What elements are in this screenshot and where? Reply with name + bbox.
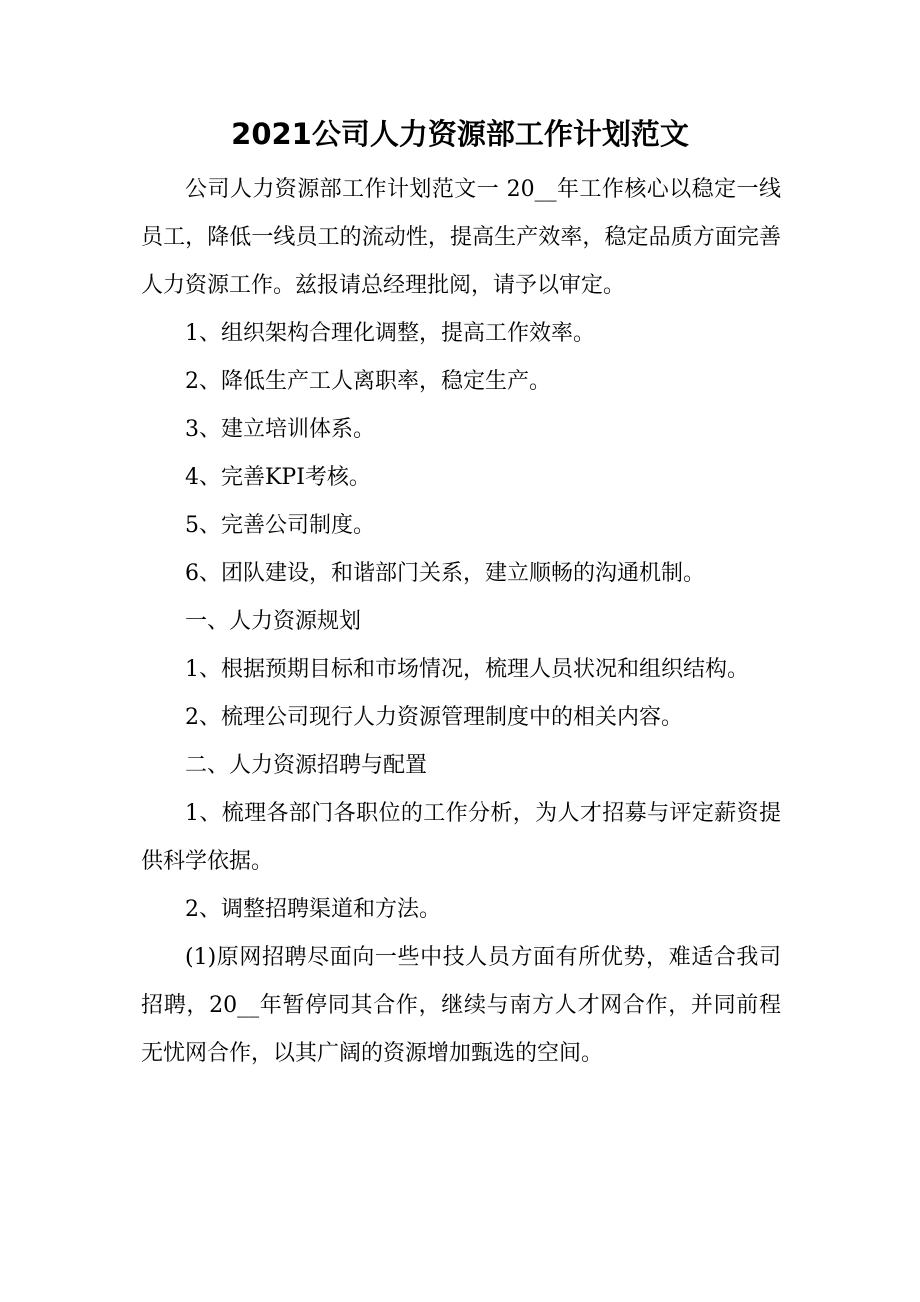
section-heading-planning: 一、人力资源规划 bbox=[185, 609, 362, 634]
paragraph-goal-3: 3、建立培训体系。 bbox=[185, 417, 375, 442]
paragraph-intro: 公司人力资源部工作计划范文一 20__年工作核心以稳定一线员工，降低一线员工的流动性，提高生产效率，稳定品质方面完善人力资源工作。兹报请总经理批阅，请予以审定。 bbox=[141, 177, 781, 298]
document-title: 2021公司人力资源部工作计划范文 bbox=[231, 117, 689, 151]
paragraph-goal-6: 6、团队建设，和谐部门关系，建立顺畅的沟通机制。 bbox=[185, 561, 705, 586]
paragraph-goal-1: 1、组织架构合理化调整，提高工作效率。 bbox=[185, 321, 595, 346]
document-body bbox=[141, 166, 781, 1078]
paragraph-goal-2: 2、降低生产工人离职率，稳定生产。 bbox=[185, 369, 551, 394]
paragraph-planning-2: 2、梳理公司现行人力资源管理制度中的相关内容。 bbox=[185, 705, 683, 730]
paragraph-goal-5: 5、完善公司制度。 bbox=[185, 513, 375, 538]
section-heading-recruitment: 二、人力资源招聘与配置 bbox=[185, 753, 428, 778]
paragraph-recruitment-2: 2、调整招聘渠道和方法。 bbox=[185, 897, 441, 922]
paragraph-recruitment-1: 1、梳理各部门各职位的工作分析，为人才招募与评定薪资提供科学依据。 bbox=[141, 801, 781, 874]
paragraph-planning-1: 1、根据预期目标和市场情况，梳理人员状况和组织结构。 bbox=[185, 657, 749, 682]
paragraph-goal-4: 4、完善KPI考核。 bbox=[185, 465, 371, 490]
paragraph-recruitment-2-1: (1)原网招聘尽面向一些中技人员方面有所优势，难适合我司招聘，20__年暂停同其合作，继续与南方人才网合作，并同前程无忧网合作，以其广阔的资源增加甄选的空间。 bbox=[141, 945, 781, 1066]
